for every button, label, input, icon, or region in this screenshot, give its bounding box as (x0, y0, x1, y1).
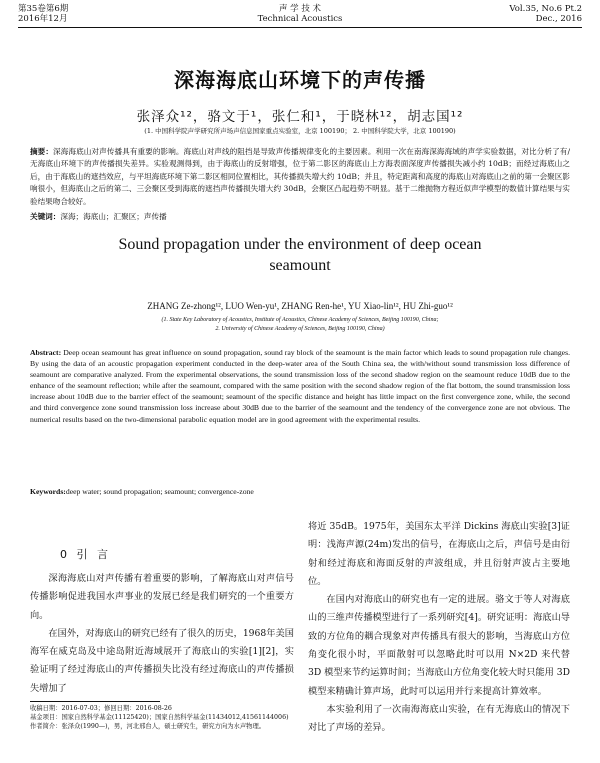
footnote-rule (30, 701, 160, 702)
abstract-cn (30, 146, 570, 208)
keywords-en-text: deep water; sound propagation; seamount; convergence-zone (65, 487, 254, 496)
keywords-cn-text: 深海；海底山；汇聚区；声传播 (60, 212, 167, 221)
keywords-cn (30, 211, 570, 223)
paragraph: 将近 35dB。1975年，美国东太平洋 Dickins 海底山实验[3]证明：浅海声源(24m)发出的信号，在海底山之后，声信号是由衍射和经过海底和海面反射的声波组成，并且衍射声波占主要地位。 (308, 521, 570, 587)
paragraph: 本实验利用了一次南海海底山实验，在有无海底山的情况下对比了声场的差异。 (308, 703, 570, 734)
paper-title-en (0, 234, 600, 276)
paragraph: 在国内对海底山的研究也有一定的进展。骆文于等人对海底山的三维声传播模型进行了一系列研究[4]。研究证明：海底山导致的方位角的耦合现象对声传播具有很大的影响，当海底山方位角变化很小时，平面散射可以忽略此时可以用 N×2D 来代替 3D 模型来节约运算时间；当海底山方位角变化较大时只能用 3D 模型来精确计算声场，此时可以运用并行来提高计算效率。 (308, 594, 570, 697)
abstract-en (30, 347, 570, 425)
paper-title-cn: 深海海底山环境下的声传播 (174, 68, 426, 92)
paragraph: 深海海底山对声传播有着重要的影响，了解海底山对声信号传播影响促进我国水声事业的发展已经是我们研究的一个重要方向。 (30, 573, 294, 621)
section-heading-introduction: 0 引 言 (60, 548, 111, 561)
paper-title-en-line2: seamount (269, 257, 331, 274)
keywords-en (30, 486, 570, 497)
footnote-received: 收稿日期：2016-07-03；修回日期：2016-08-26 (30, 705, 172, 712)
journal-volume-en: Vol.35, No.6 Pt.2 (509, 4, 582, 14)
journal-date: 2016年12月 (18, 14, 68, 24)
footnote-funding: 基金项目：国家自然科学基金(11125420)；国家自然科学基金(11434012,41561144006) (30, 714, 289, 721)
affiliation-en-1: (1. State Key Laboratory of Acoustics, Institute of Acoustics, Chinese Academy of Sciences, Beijing 100190, China; (161, 317, 439, 323)
affiliation-en (0, 316, 600, 334)
abstract-cn-text: 深海海底山对声传播具有重要的影响。海底山对声线的阻挡是导致声传播规律变化的主要因素。利用一次在南海深海海域的声学实验数据，对比分析了有/无海底山环境下的声传播损失差异。实验观测得到，由于海底山的反射增强，位于第二影区的海底山上方海表面深度声传播损失减小约 10dB；而经过海底山之后，由于海底山的遮挡效应，与平坦海底环境下第二影区相同位置相比，其传播损失增大约 10dB；并且，特定距离和高度的海底山对海底山之前的第一会聚区影响很小，但海底山之后的第二、三会聚区受到海底的遮挡声传播损失增大约 30dB，会聚区凸起趋势不明显。基于二维抛物方程近似声学模型的数值计算结果与实验结果吻合较好。 (30, 147, 571, 206)
affiliation-cn: (1. 中国科学院声学研究所声场声信息国家重点实验室，北京 100190； 2. 中国科学院大学，北京 100190) (144, 127, 456, 135)
paper-title-en-line1: Sound propagation under the environment of deep ocean (118, 236, 482, 253)
authors-cn: 张泽众¹²，骆文于¹，张仁和¹，于晓林¹²，胡志国¹² (136, 109, 464, 125)
footnotes (30, 704, 300, 731)
abstract-en-label: Abstract: (30, 348, 62, 357)
paragraph: 在国外，对海底山的研究已经有了很久的历史，1968年美国海军在威克岛及中途岛附近海域展开了海底山的实验[1][2]，实验证明了经过海底山的声传播损失比没有经过海底山的声传播损失增加了 (30, 627, 294, 694)
abstract-cn-label: 摘要： (30, 147, 54, 156)
header-rule (18, 27, 582, 28)
journal-name-en: Technical Acoustics (257, 14, 343, 24)
footnote-author: 作者简介：张泽众(1990—)，男，河北邢台人，硕士研究生，研究方向为水声物理。 (30, 723, 266, 730)
journal-name-cn: 声 学 技 术 (278, 4, 322, 14)
keywords-cn-label: 关键词： (30, 212, 61, 221)
keywords-en-label: Keywords: (30, 487, 66, 496)
journal-volume: 第35卷第6期 (18, 4, 69, 14)
abstract-en-text: Deep ocean seamount has great influence on sound propagation, sound ray block of the seamount is the main factor which leads to sound propagation rule changes. By using the data of an acoustic propagation experiment conducted in the deep-water area of the South China sea, the with/without sound transmission loss difference of seamount are comparative analyzed. From the experimental observations, the sound transmission loss of the second shadow region on the seamount reduce 10dB due to the enhance of the seamount reflection; while after the seamount, compared with the same position with the second shadow region of the flat bottom, the sound transmission loss increase about 10dB due to the barrier effect of the seamount; seamount of the specific distance and height has little impact on the first convergence zone, while, the second and third convergence zone sound transmission loss increase about 30dB due to the barrier of the seamount and the tendency of the convergence zone are not obvious. The numerical results based on the two-dimensional parabolic equation model are in good agreement with the experimental results. (30, 348, 571, 424)
body-column-right (308, 518, 570, 738)
authors-en: ZHANG Ze-zhong¹², LUO Wen-yu¹, ZHANG Ren-he¹, YU Xiao-lin¹², HU Zhi-guo¹² (147, 301, 453, 311)
body-column-left (30, 570, 294, 698)
affiliation-en-2: 2. University of Chinese Academy of Sciences, Beijing 100190, China) (215, 326, 385, 332)
journal-date-en: Dec., 2016 (535, 14, 582, 24)
